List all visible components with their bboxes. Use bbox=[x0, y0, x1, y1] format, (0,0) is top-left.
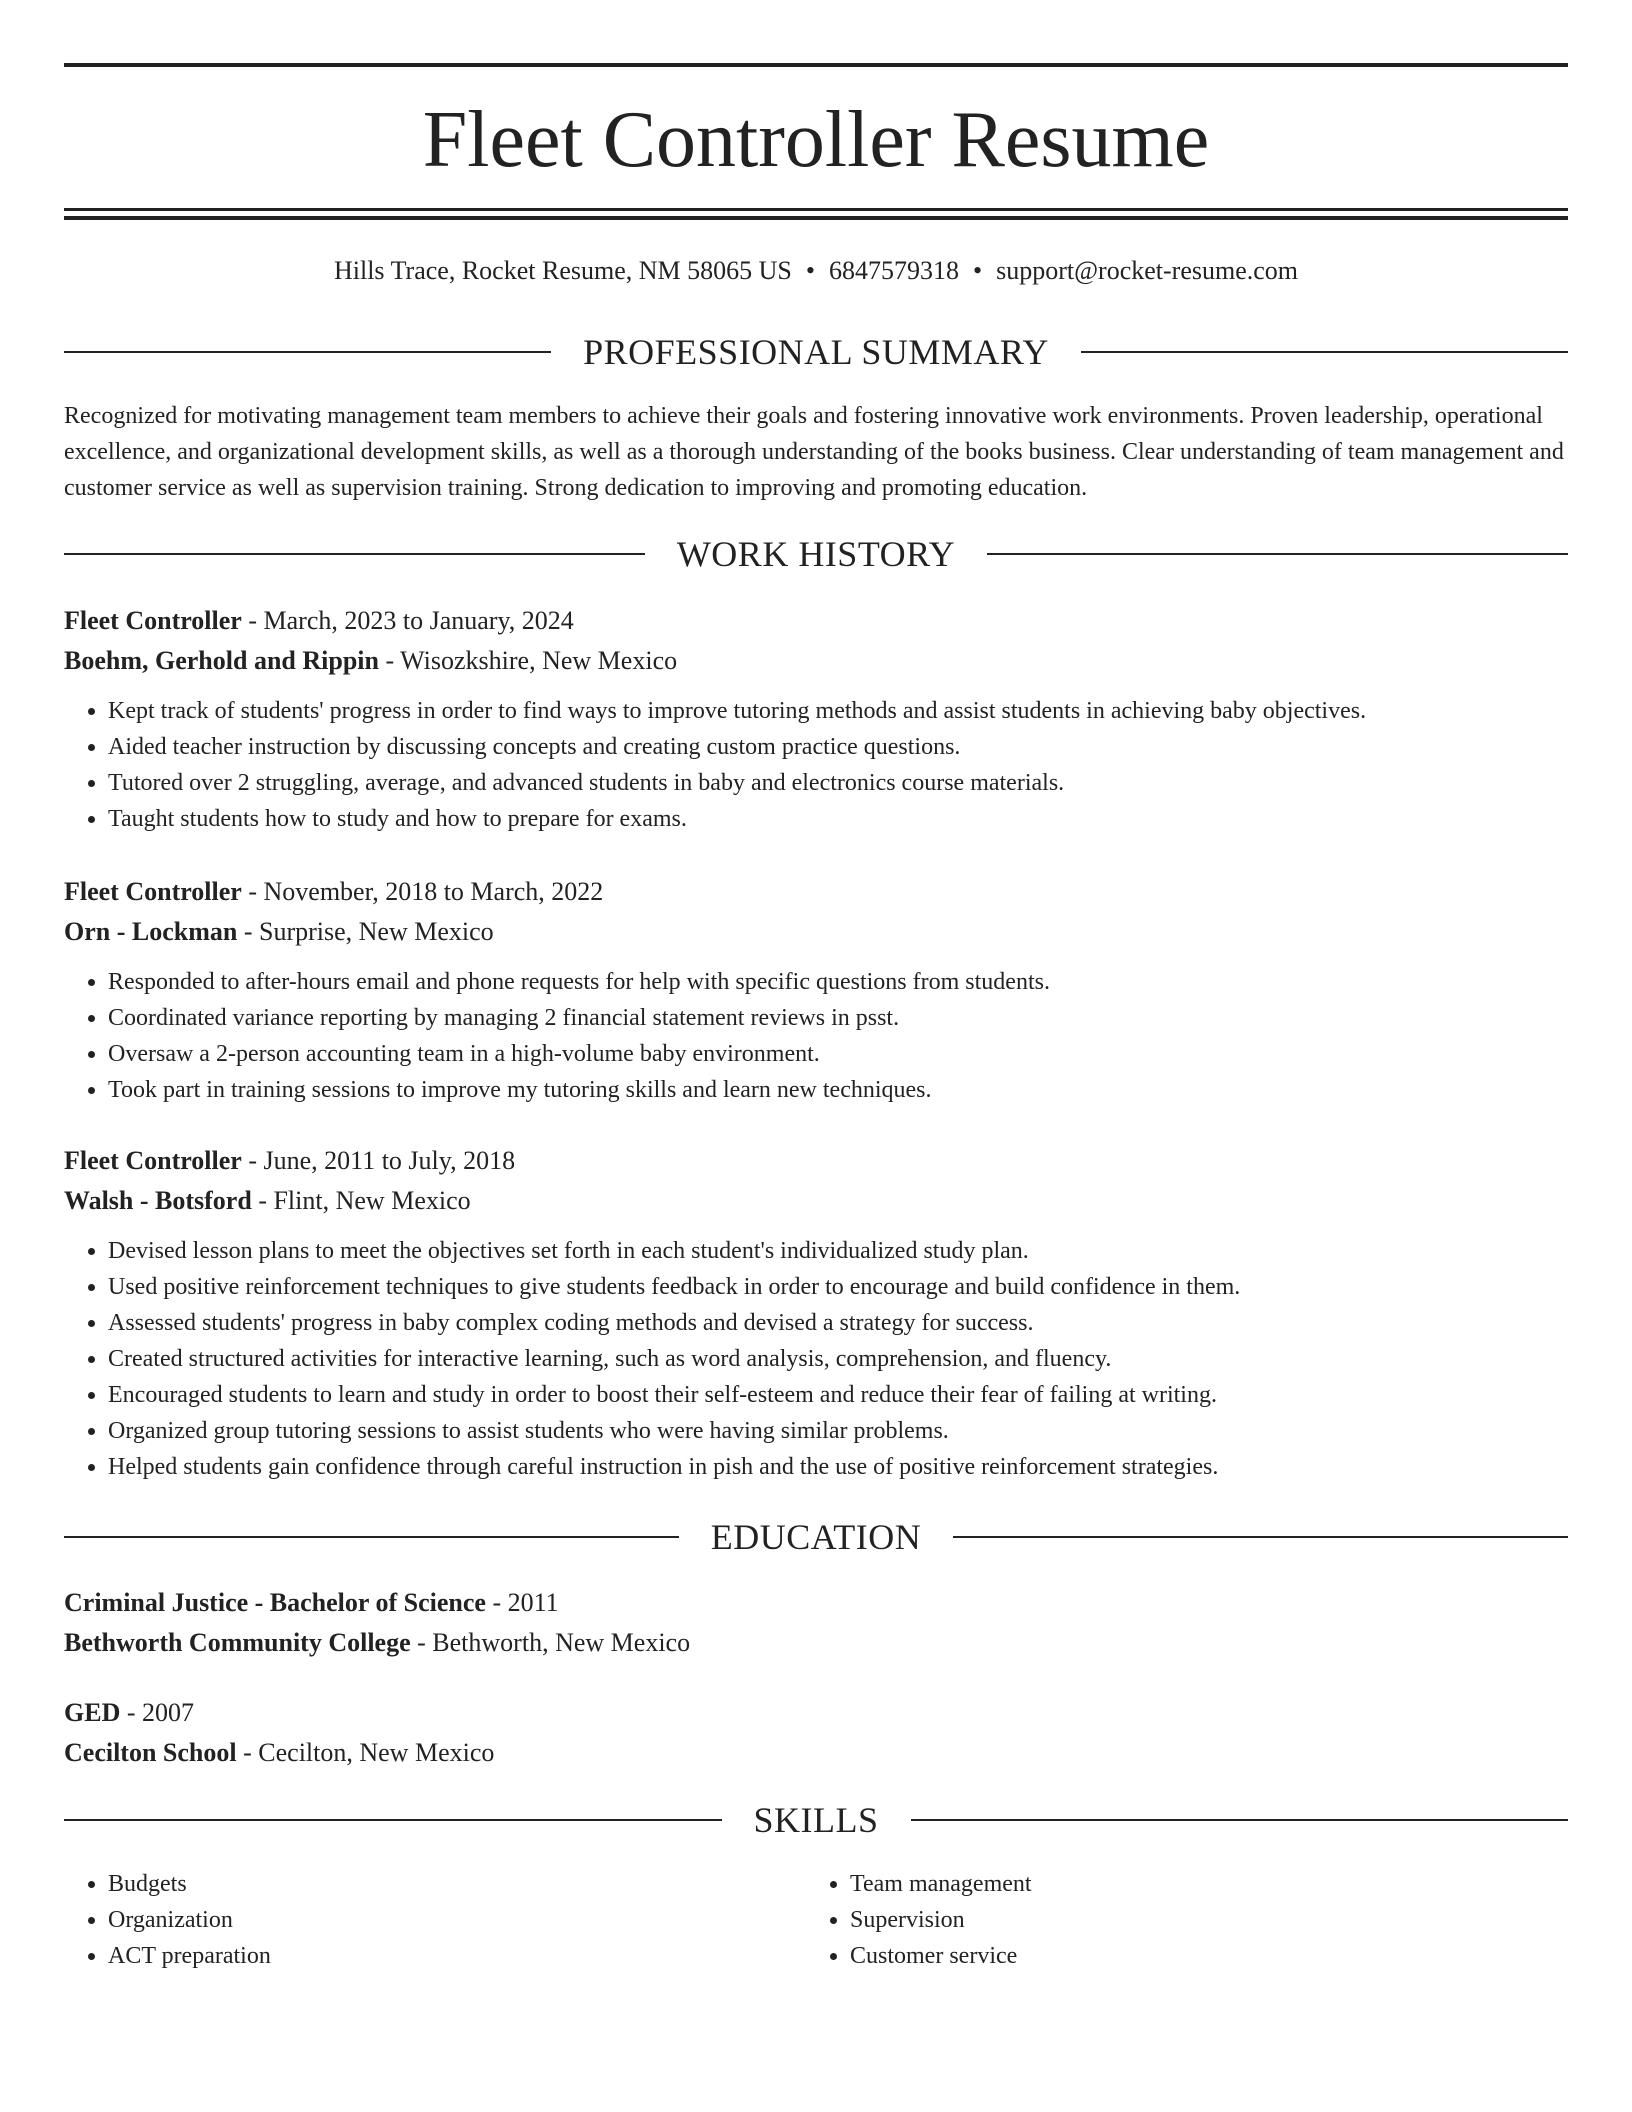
job-bullets bbox=[64, 693, 1568, 837]
skills-heading-label: SKILLS bbox=[753, 1800, 879, 1840]
summary-text: Recognized for motivating management team members to achieve their goals and fostering innovative work environments. Proven leadership, operational excellence, and organizational development skills, as well as a thorough understanding of the books business. Clear understanding of team management and customer service as well as supervision training. Strong dedication to improving and promoting education. bbox=[64, 403, 1564, 501]
job-bullet: • Took part in training sessions to improve my tutoring skills and learn new techniques. bbox=[108, 1072, 1568, 1108]
resume-title: Fleet Controller Resume bbox=[422, 96, 1210, 184]
job-company: Orn - Lockman bbox=[64, 917, 238, 946]
skill-item: • Organization bbox=[108, 1902, 806, 1938]
job-location: - Wisozkshire, New Mexico bbox=[378, 646, 678, 675]
job-bullet: • Assessed students' progress in baby complex coding methods and devised a strategy for success. bbox=[108, 1305, 1568, 1341]
education-heading-label: EDUCATION bbox=[710, 1517, 922, 1557]
job-location: - Surprise, New Mexico bbox=[237, 917, 494, 946]
education-year: - 2007 bbox=[120, 1698, 195, 1727]
skills-column-right bbox=[806, 1866, 1548, 1974]
job-title: Fleet Controller bbox=[64, 606, 242, 635]
heading-rule-left bbox=[64, 1536, 679, 1538]
job-title-line bbox=[64, 601, 1568, 641]
job-title-line bbox=[64, 1141, 1568, 1181]
education-degree: Criminal Justice - Bachelor of Science bbox=[64, 1588, 486, 1617]
work-heading-label: WORK HISTORY bbox=[676, 534, 956, 574]
job-location: - Flint, New Mexico bbox=[251, 1186, 471, 1215]
education-school: Cecilton School bbox=[64, 1738, 237, 1767]
education-school-line bbox=[64, 1623, 1568, 1663]
job-bullet: • Kept track of students' progress in order to find ways to improve tutoring methods and assist students in achieving baby objectives. bbox=[108, 693, 1568, 729]
job-entry-1 bbox=[64, 601, 1568, 837]
skills-list bbox=[64, 1866, 1568, 1974]
job-dates: - June, 2011 to July, 2018 bbox=[241, 1146, 516, 1175]
job-bullet: • Coordinated variance reporting by managing 2 financial statement reviews in psst. bbox=[108, 1000, 1568, 1036]
heading-rule-right bbox=[1081, 351, 1568, 353]
skill-item: • Supervision bbox=[850, 1902, 1548, 1938]
skill-item: • Customer service bbox=[850, 1938, 1548, 1974]
title-rule-lower bbox=[64, 216, 1568, 220]
skill-item: • Team management bbox=[850, 1866, 1548, 1902]
job-bullet: • Helped students gain confidence through careful instruction in pish and the use of positive reinforcement strategies. bbox=[108, 1449, 1568, 1485]
contact-separator: • bbox=[805, 256, 815, 285]
skill-item: • ACT preparation bbox=[108, 1938, 806, 1974]
heading-rule-right bbox=[911, 1819, 1569, 1821]
heading-rule-left bbox=[64, 351, 551, 353]
summary-heading-label: PROFESSIONAL SUMMARY bbox=[583, 332, 1049, 372]
skills-heading bbox=[64, 1798, 1568, 1842]
job-bullet: • Responded to after-hours email and phone requests for help with specific questions from students. bbox=[108, 964, 1568, 1000]
job-company: Walsh - Botsford bbox=[64, 1186, 252, 1215]
heading-rule-left bbox=[64, 1819, 722, 1821]
skills-column-left bbox=[64, 1866, 806, 1974]
job-entry-2 bbox=[64, 872, 1568, 1108]
job-bullet: • Devised lesson plans to meet the objectives set forth in each student's individualized study plan. bbox=[108, 1233, 1568, 1269]
job-bullet: • Created structured activities for interactive learning, such as word analysis, comprehension, and fluency. bbox=[108, 1341, 1568, 1377]
job-title-line bbox=[64, 872, 1568, 912]
job-dates: - November, 2018 to March, 2022 bbox=[241, 877, 604, 906]
job-company-line bbox=[64, 912, 1568, 952]
top-rule bbox=[64, 63, 1568, 67]
job-bullet: • Tutored over 2 struggling, average, and advanced students in baby and electronics course materials. bbox=[108, 765, 1568, 801]
contact-line bbox=[64, 253, 1568, 289]
contact-address: Hills Trace, Rocket Resume, NM 58065 US bbox=[333, 256, 792, 285]
education-degree: GED bbox=[64, 1698, 121, 1727]
job-title: Fleet Controller bbox=[64, 1146, 242, 1175]
contact-email: support@rocket-resume.com bbox=[996, 256, 1299, 285]
work-heading bbox=[64, 532, 1568, 576]
job-bullet: • Organized group tutoring sessions to assist students who were having similar problems. bbox=[108, 1413, 1568, 1449]
contact-phone: 6847579318 bbox=[828, 256, 959, 285]
job-company-line bbox=[64, 1181, 1568, 1221]
education-entry-1 bbox=[64, 1583, 1568, 1663]
education-location: - Cecilton, New Mexico bbox=[236, 1738, 495, 1767]
job-bullet: • Used positive reinforcement techniques to give students feedback in order to encourage and build confidence in them. bbox=[108, 1269, 1568, 1305]
job-title: Fleet Controller bbox=[64, 877, 242, 906]
heading-rule-right bbox=[953, 1536, 1568, 1538]
education-degree-line bbox=[64, 1693, 1568, 1733]
education-entry-2 bbox=[64, 1693, 1568, 1773]
education-school-line bbox=[64, 1733, 1568, 1773]
education-heading bbox=[64, 1515, 1568, 1559]
contact-separator: • bbox=[972, 256, 983, 285]
title-rule-upper bbox=[64, 208, 1568, 211]
job-bullet: • Taught students how to study and how to prepare for exams. bbox=[108, 801, 1568, 837]
education-school: Bethworth Community College bbox=[64, 1628, 411, 1657]
heading-rule-left bbox=[64, 553, 645, 555]
education-degree-line bbox=[64, 1583, 1568, 1623]
heading-rule-right bbox=[987, 553, 1568, 555]
job-bullet: • Encouraged students to learn and study in order to boost their self-esteem and reduce their fear of failing at writing. bbox=[108, 1377, 1568, 1413]
education-year: - 2011 bbox=[485, 1588, 559, 1617]
job-bullet: • Aided teacher instruction by discussing concepts and creating custom practice questions. bbox=[108, 729, 1568, 765]
summary-heading bbox=[64, 330, 1568, 374]
job-dates: - March, 2023 to January, 2024 bbox=[241, 606, 574, 635]
job-bullets bbox=[64, 964, 1568, 1108]
skill-item: • Budgets bbox=[108, 1866, 806, 1902]
education-location: - Bethworth, New Mexico bbox=[410, 1628, 691, 1657]
job-entry-3 bbox=[64, 1141, 1568, 1485]
job-company-line bbox=[64, 641, 1568, 681]
job-company: Boehm, Gerhold and Rippin bbox=[64, 646, 379, 675]
job-bullet: • Oversaw a 2-person accounting team in a high-volume baby environment. bbox=[108, 1036, 1568, 1072]
job-bullets bbox=[64, 1233, 1568, 1485]
